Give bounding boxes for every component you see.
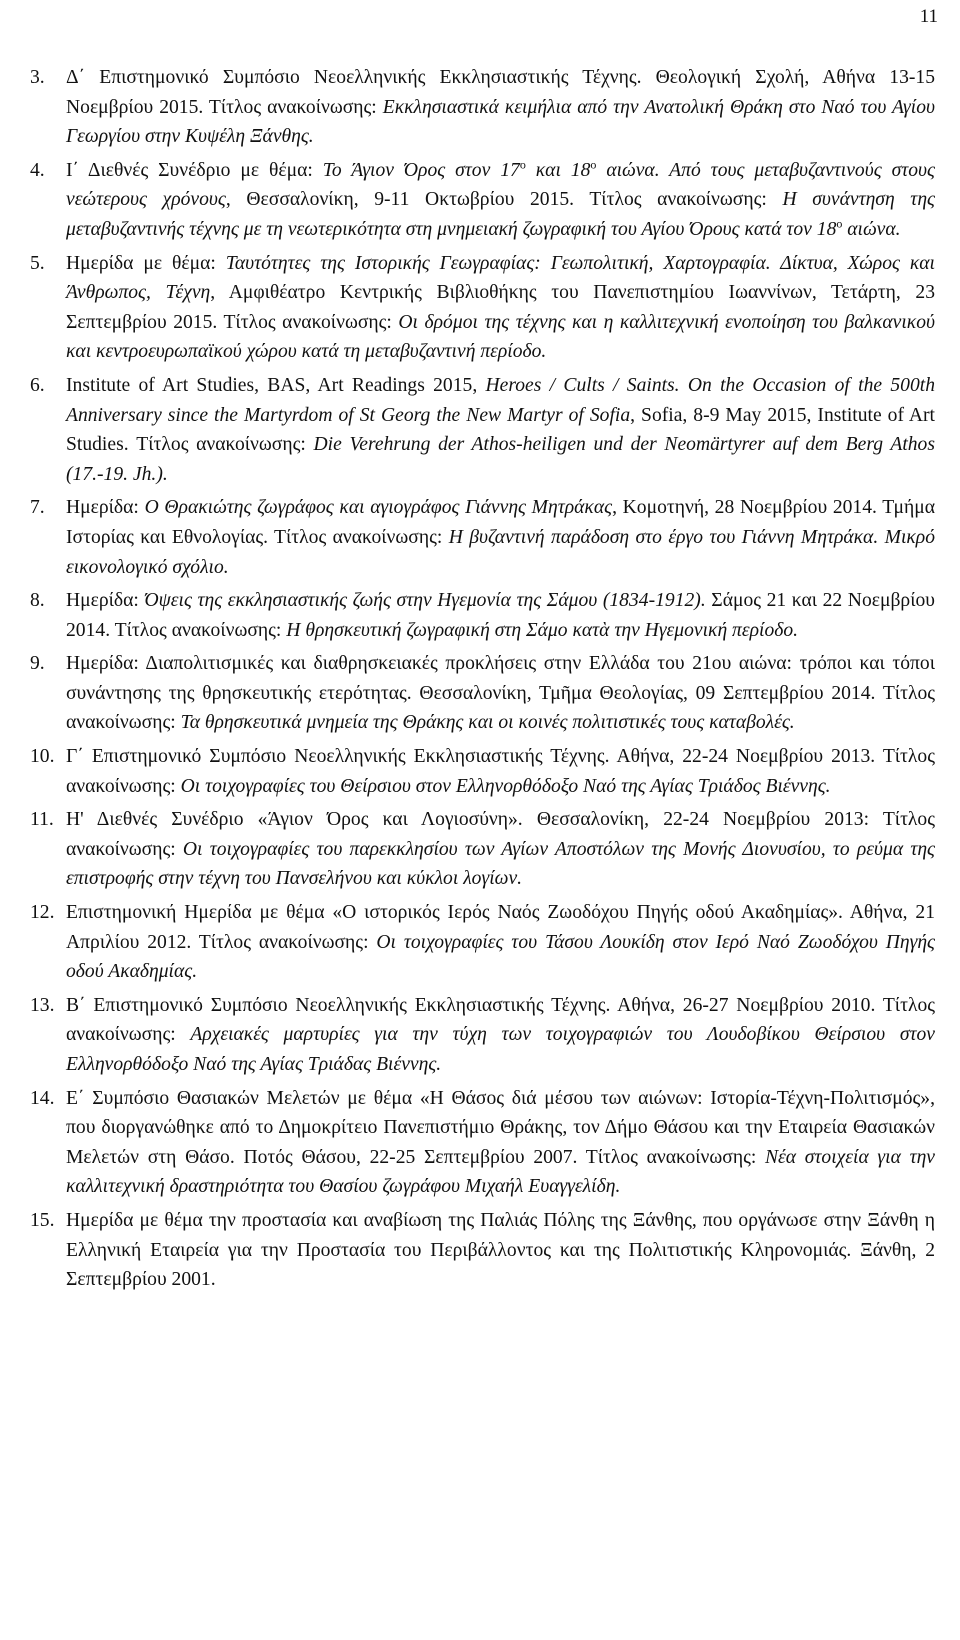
presentations-list: [30, 63, 935, 1299]
list-item: [30, 898, 935, 987]
page-number: 11: [919, 6, 938, 27]
item-number: 15.: [30, 1209, 55, 1231]
item-text: [66, 1084, 935, 1202]
italic-title-text: Τα θρησκευτικά μνημεία της Θράκης και οι κοινές πολιτιστικές τους καταβολές.: [180, 712, 795, 734]
list-item: [30, 649, 935, 738]
item-text: [66, 63, 935, 152]
italic-title-text: αιώνα. Από τους μεταβυζαντινούς στους νεώτερους χρόνους: [66, 159, 935, 211]
italic-title-text: Το Άγιον Όρος στον 17: [322, 159, 520, 181]
italic-title-text: Οι τοιχογραφίες του παρεκκλησίου των Αγίων Αποστόλων της Μονής Διονυσίου, το ρεύμα της επιστροφής στην τέχνη του Πανσελήνου και κύκλοι λογίων.: [66, 838, 936, 890]
body-text: Ε΄ Συμπόσιο Θασιακών Μελετών με θέμα «Η Θάσος διά μέσου των αιώνων: Ιστορία-Τέχνη-Πολιτισμός», που διοργανώθηκε από το Δημοκρίτειο Πανεπιστήμιο Θράκης, τον Δήμο Θάσου και την Εταιρεία Θασιακών Μελετών στη Θάσο. Ποτός Θάσου, 22-25 Σεπτεμβρίου 2007. Τίτλος ανακοίνωσης:: [66, 1087, 935, 1168]
list-item: [30, 1084, 935, 1202]
italic-title-text: Ταυτότητες της Ιστορικής Γεωγραφίας: Γεωπολιτική, Χαρτογραφία. Δίκτυα, Χώρος και Άνθρωπος, Τέχνη: [66, 252, 935, 304]
item-number: 9.: [30, 653, 45, 675]
italic-title-text: Heroes / Cults / Saints. On the Occasion of the 500th Anniversary since the Martyrdom of St Georg the New Martyr of Sofia: [66, 374, 935, 426]
italic-title-text: Οι τοιχογραφίες του Θείρσιου στον Ελληνορθόδοξο Ναό της Αγίας Τριάδος Βιέννης.: [180, 775, 831, 797]
list-item: [30, 371, 935, 489]
item-number: 14.: [30, 1087, 55, 1109]
list-item: [30, 493, 935, 582]
item-text: [66, 805, 935, 894]
body-text: Επιστημονική Ημερίδα με θέμα «Ο ιστορικός Ιερός Ναός Ζωοδόχου Πηγής οδού Ακαδημίας». Αθήνα, 21 Απριλίου 2012. Τίτλος ανακοίνωσης:: [66, 902, 935, 953]
item-text: [66, 898, 935, 987]
item-number: 12.: [30, 902, 55, 924]
item-number: 11.: [30, 809, 54, 831]
item-number: 10.: [30, 746, 55, 768]
item-text: [66, 249, 935, 367]
list-item: [30, 805, 935, 894]
list-item: [30, 249, 935, 367]
italic-title-text: Οι τοιχογραφίες του Τάσου Λουκίδη στον Ιερό Ναό Ζωοδόχου Πηγής οδού Ακαδημίας.: [66, 931, 935, 983]
list-item: [30, 991, 935, 1080]
italic-title-text: Εκκλησιαστικά κειμήλια από την Ανατολική Θράκη στο Ναό του Αγίου Γεωργίου στην Κυψέλη Ξάνθης.: [66, 96, 935, 148]
list-item: [30, 742, 935, 801]
item-number: 8.: [30, 590, 45, 612]
body-text: , Θεσσαλονίκη, 9-11 Οκτωβρίου 2015. Τίτλος ανακοίνωσης:: [225, 189, 783, 211]
superscript-text: ο: [519, 157, 526, 172]
italic-title-text: Ο Θρακιώτης ζωγράφος και αγιογράφος Γιάννης Μητράκας: [144, 497, 613, 519]
list-item: [30, 586, 935, 645]
italic-title-text: Η θρησκευτική ζωγραφική στη Σάμο κατὰ την Ηγεμονική περίοδο.: [286, 619, 799, 641]
italic-title-text: και 18: [525, 159, 591, 181]
body-text: Ι΄ Διεθνές Συνέδριο με θέμα:: [66, 159, 323, 181]
body-text: Γ΄ Επιστημονικό Συμπόσιο Νεοελληνικής Εκκλησιαστικής Τέχνης. Αθήνα, 22-24 Νοεμβρίου 2013. Τίτλος ανακοίνωσης:: [66, 746, 935, 797]
body-text: Ημερίδα:: [66, 590, 145, 612]
item-text: [66, 586, 935, 645]
body-text: Η' Διεθνές Συνέδριο «Άγιον Όρος και Λογιοσύνη». Θεσσαλονίκη, 22-24 Νοεμβρίου 2013: Τίτλος ανακοίνωσης:: [66, 809, 935, 860]
body-text: , Sofia, 8-9 May 2015, Institute of Art Studies. Τίτλος ανακοίνωσης:: [66, 404, 936, 456]
item-number: 4.: [30, 159, 45, 181]
item-text: [66, 371, 935, 489]
item-text: [66, 493, 935, 582]
item-text: [66, 991, 935, 1080]
body-text: Β΄ Επιστημονικό Συμπόσιο Νεοελληνικής Εκκλησιαστικής Τέχνης. Αθήνα, 26-27 Νοεμβρίου 2010. Τίτλος ανακοίνωσης:: [66, 994, 935, 1046]
list-item: [30, 63, 935, 152]
italic-title-text: Η βυζαντινή παράδοση στο έργο του Γιάννη Μητράκα. Μικρό εικονολογικό σχόλιο.: [66, 526, 935, 578]
item-number: 13.: [30, 994, 55, 1016]
body-text: , Κομοτηνή, 28 Νοεμβρίου 2014. Τμήμα Ιστορίας και Εθνολογίας. Τίτλος ανακοίνωσης:: [66, 497, 935, 548]
item-number: 6.: [30, 374, 45, 396]
italic-title-text: Νέα στοιχεία για την καλλιτεχνική δραστηριότητα του Θασίου ζωγράφου Μιχαήλ Ευαγγελίδη.: [66, 1146, 936, 1198]
italic-title-text: Die Verehrung der Athos-heiligen und der Neomärtyrer auf dem Berg Athos (17.-19. Jh.).: [66, 434, 935, 485]
item-number: 3.: [30, 67, 45, 88]
superscript-text: ο: [836, 216, 843, 231]
item-text: [66, 649, 935, 738]
body-text: Institute of Art Studies, BAS, Art Readings 2015,: [66, 374, 486, 396]
italic-title-text: αιώνα.: [842, 218, 901, 240]
item-text: [66, 1206, 935, 1295]
body-text: , Αμφιθέατρο Κεντρικής Βιβλιοθήκης του Πανεπιστημίου Ιωαννίνων, Τετάρτη, 23 Σεπτεμβρίου 2015. Τίτλος ανακοίνωσης:: [66, 282, 935, 333]
list-item: [30, 1206, 935, 1295]
body-text: Δ΄ Επιστημονικό Συμπόσιο Νεοελληνικής Εκκλησιαστικής Τέχνης. Θεολογική Σχολή, Αθήνα 13-15 Νοεμβρίου 2015. Τίτλος ανακοίνωσης:: [66, 67, 935, 118]
body-text: Ημερίδα με θέμα:: [66, 252, 226, 274]
italic-title-text: Οι δρόμοι της τέχνης και η καλλιτεχνική ενοποίηση του βαλκανικού και κεντροευρωπαϊκού χώρου κατά τη μεταβυζαντινή περίοδο.: [66, 311, 935, 363]
list-item: [30, 156, 935, 245]
italic-title-text: Όψεις της εκκλησιαστικής ζωής στην Ηγεμονία της Σάμου (1834-1912).: [144, 590, 706, 612]
item-text: [66, 742, 935, 801]
body-text: Ημερίδα: Διαπολιτισμικές και διαθρησκειακές προκλήσεις στην Ελλάδα του 21ου αιώνα: τρόποι και τόποι συνάντησης της θρησκευτικής ετερότητας. Θεσσαλονίκη, Τμῆμα Θεολογίας, 09 Σεπτεμβρίου 2014. Τίτλος ανακοίνωσης:: [66, 653, 935, 734]
item-text: [66, 156, 935, 245]
superscript-text: ο: [590, 157, 597, 172]
italic-title-text: Η συνάντηση της μεταβυζαντινής τέχνης με τη νεωτερικότητα στη μνημειακή ζωγραφική του Αγίου Όρους κατά τον 18: [66, 189, 935, 240]
body-text: Ημερίδα:: [66, 497, 145, 519]
item-number: 7.: [30, 497, 45, 519]
italic-title-text: Αρχειακές μαρτυρίες για την τύχη των τοιχογραφιών του Λουδοβίκου Θείρσιου στον Ελληνορθόδοξο Ναό της Αγίας Τριάδας Βιέννης.: [66, 1024, 935, 1075]
item-number: 5.: [30, 252, 45, 274]
body-text: Σάμος 21 και 22 Νοεμβρίου 2014. Τίτλος ανακοίνωσης:: [66, 590, 935, 641]
body-text: Ημερίδα με θέμα την προστασία και αναβίωση της Παλιάς Πόλης της Ξάνθης, που οργάνωσε στην Ξάνθη η Ελληνική Εταιρεία για την Προστασία του Περιβάλλοντος και της Πολιτιστικής Κληρονομιάς. Ξάνθη, 2 Σεπτεμβρίου 2001.: [66, 1209, 935, 1291]
